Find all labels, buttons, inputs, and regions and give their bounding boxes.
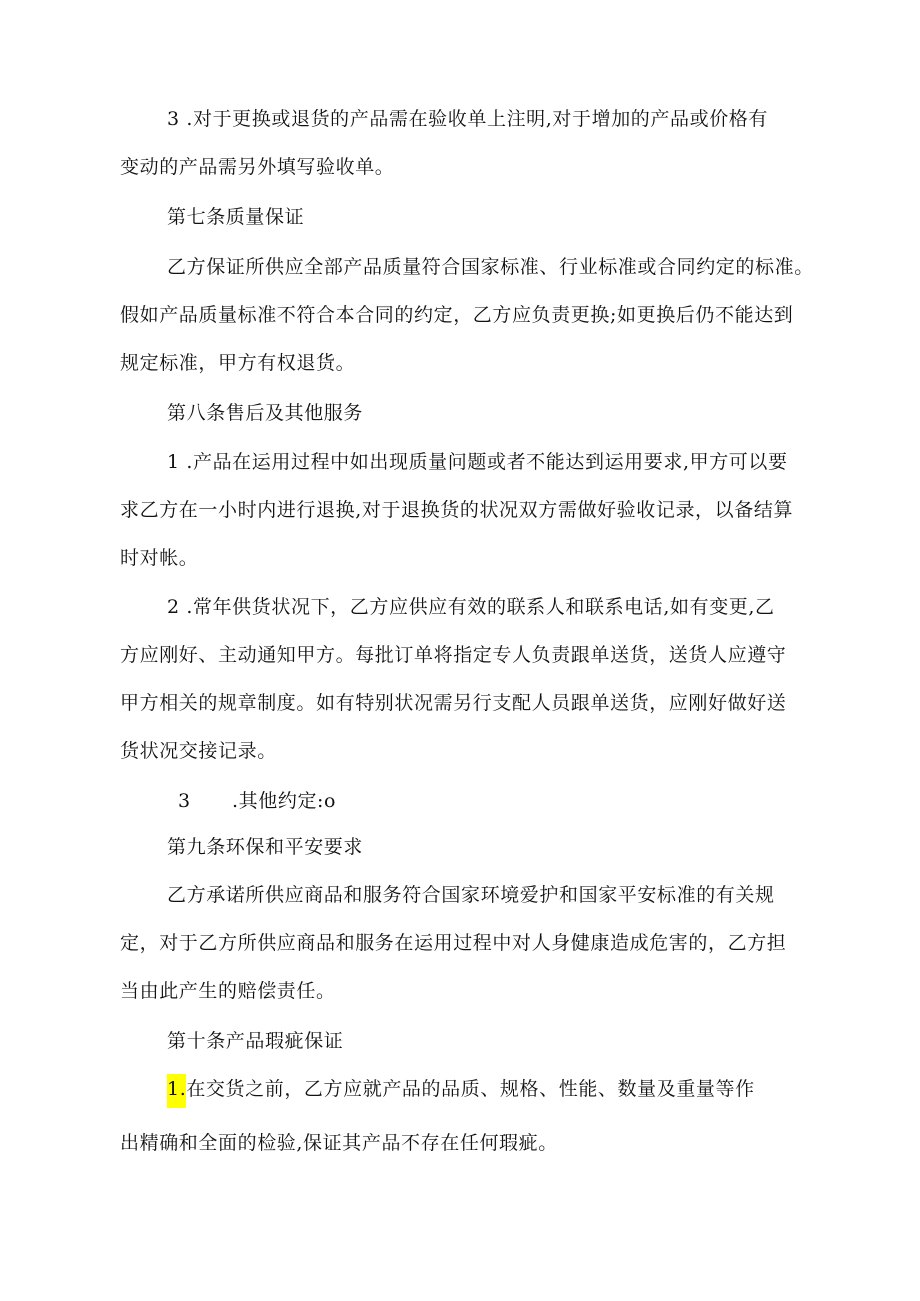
clause8-item3-text: .其他约定:o — [232, 790, 337, 812]
clause8-item1-line1: 1 .产品在运用过程中如出现质量问题或者不能达到运用要求,甲方可以要 — [167, 451, 788, 473]
clause10-item1-line1-text: 在交货之前，乙方应就产品的品质、规格、性能、数量及重量等作 — [186, 1078, 755, 1100]
clause9-line2: 定，对于乙方所供应商品和服务在运用过程中对人身健康造成危害的，乙方担 — [120, 932, 787, 954]
clause6-item3-line2: 变动的产品需另外填写验收单。 — [120, 156, 395, 178]
clause6-item3-line1: 3 .对于更换或退货的产品需在验收单上注明,对于增加的产品或价格有 — [167, 108, 769, 130]
clause9-heading: 第九条环保和平安要求 — [167, 836, 364, 858]
clause8-item1-line3: 时对帐。 — [120, 547, 199, 569]
clause7-line3: 规定标准，甲方有权退货。 — [120, 352, 356, 374]
clause8-heading: 第八条售后及其他服务 — [167, 402, 364, 424]
clause7-heading: 第七条质量保证 — [167, 206, 305, 228]
clause8-item2-line1: 2 .常年供货状况下，乙方应供应有效的联系人和联系电话,如有变更,乙 — [167, 596, 775, 618]
clause7-line2: 假如产品质量标准不符合本合同的约定，乙方应负责更换;如更换后仍不能达到 — [120, 304, 794, 326]
clause9-line3: 当由此产生的赔偿责任。 — [120, 980, 336, 1002]
clause10-item1-line1 — [167, 1076, 755, 1102]
clause8-item3-number: 3 — [178, 790, 191, 812]
clause8-item2-line4: 货状况交接记录。 — [120, 740, 277, 762]
clause8-item2-line2: 方应刚好、主动通知甲方。每批订单将指定专人负责跟单送货，送货人应遵守 — [120, 644, 787, 666]
clause7-line1: 乙方保证所供应全部产品质量符合国家标准、行业标准或合同约定的标准。 — [167, 256, 814, 278]
clause10-item1-line2: 出精确和全面的检验,保证其产品不存在任何瑕疵。 — [120, 1132, 558, 1154]
highlighted-item-number: 1. — [167, 1074, 186, 1108]
clause10-heading: 第十条产品瑕疵保证 — [167, 1030, 344, 1052]
clause8-item1-line2: 求乙方在一小时内进行退换,对于退换货的状况双方需做好验收记录，以备结算 — [120, 499, 794, 521]
clause9-line1: 乙方承诺所供应商品和服务符合国家环境爱护和国家平安标准的有关规 — [167, 884, 775, 906]
clause8-item2-line3: 甲方相关的规章制度。如有特别状况需另行支配人员跟单送货，应刚好做好送 — [120, 692, 787, 714]
